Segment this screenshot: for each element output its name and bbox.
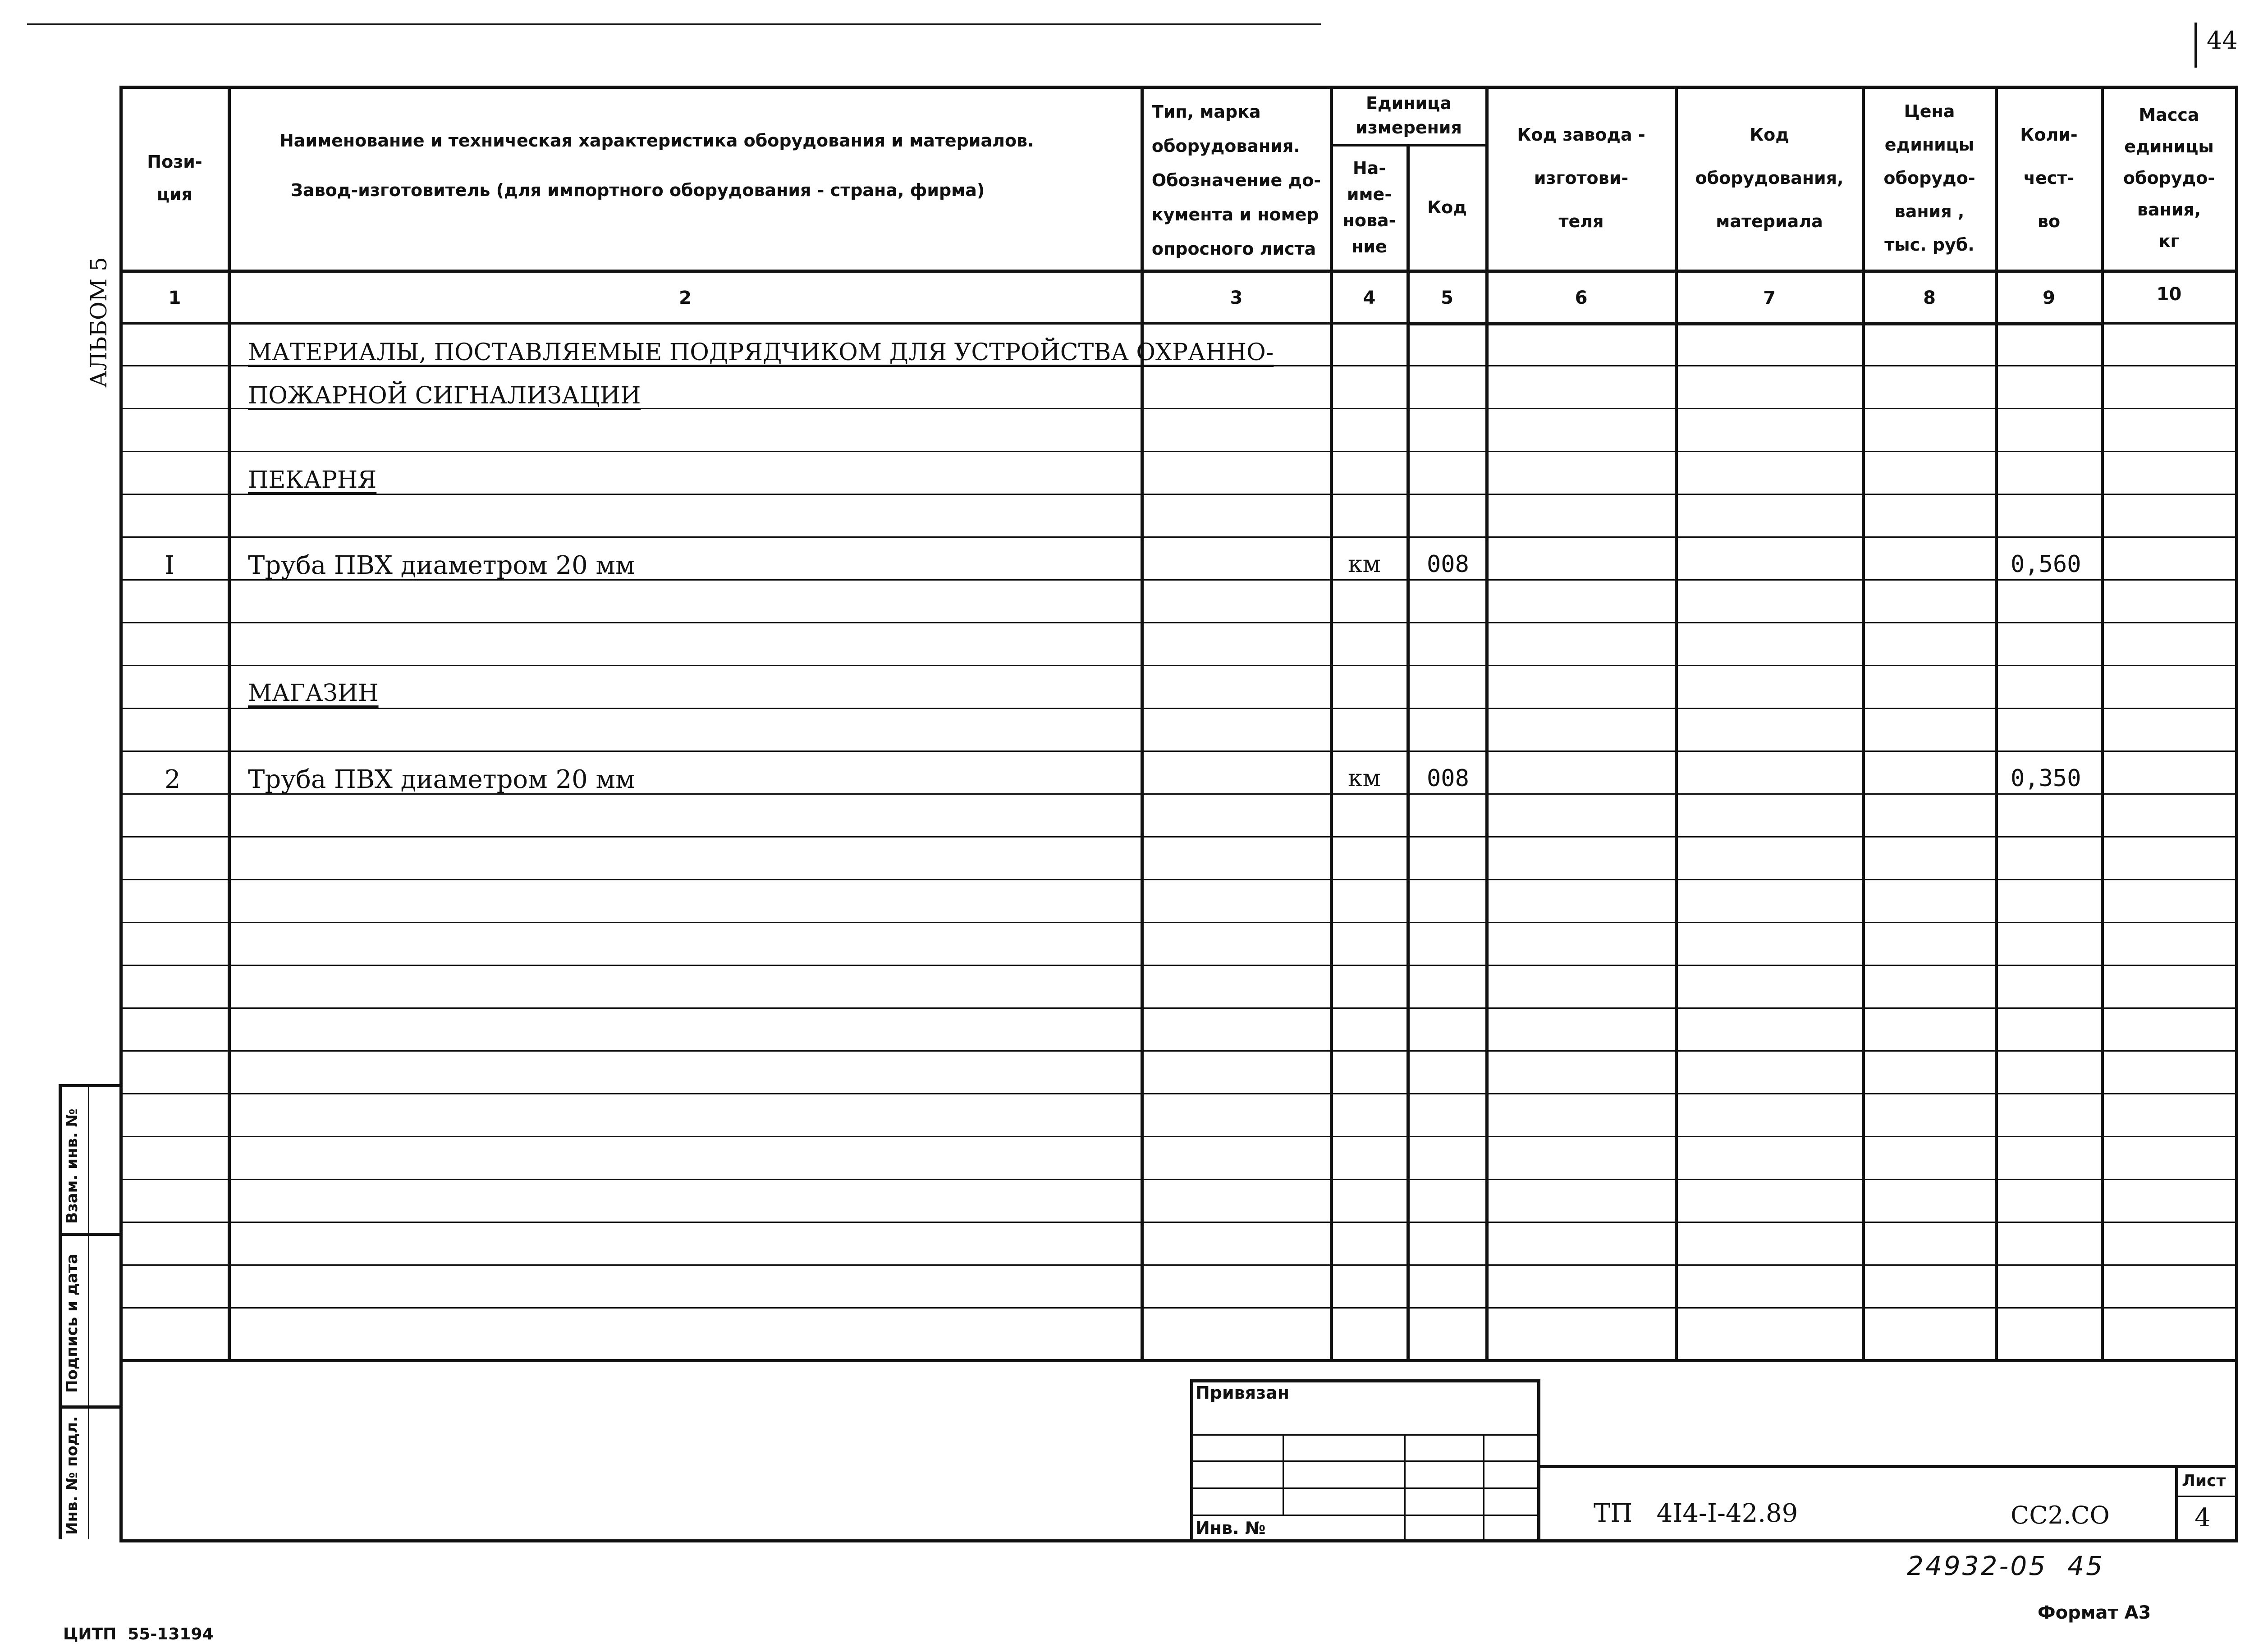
header-bottom <box>119 270 2238 273</box>
row-line <box>119 665 2238 666</box>
stamp-vline <box>1483 1434 1484 1539</box>
table-bottom <box>119 1539 2238 1542</box>
stamp-line <box>1190 1460 1539 1462</box>
stamp-line <box>1190 1487 1539 1489</box>
stamp-line <box>1190 1434 1539 1436</box>
col-sep-7 <box>1862 86 1865 1359</box>
stamp-sheet-number: 4 <box>2194 1503 2211 1533</box>
header-name-line2: Завод-изготовитель (для импортного оборудования - страна, фирма) <box>291 180 985 200</box>
row-unit: км <box>1348 765 1381 792</box>
stamp-vline <box>1283 1434 1284 1515</box>
col-number: 9 <box>2043 288 2055 308</box>
side-label-inv-podl: Инв. № подл. <box>63 1416 81 1535</box>
row-line <box>119 1307 2238 1309</box>
row-line <box>119 622 2238 623</box>
header-name-line1: Наименование и техническая характеристика оборудования и материалов. <box>279 131 1034 151</box>
row-line <box>119 1179 2238 1180</box>
stamp-top <box>1190 1379 1539 1382</box>
col-number: 5 <box>1441 288 1453 308</box>
album-label: АЛЬБОМ 5 <box>86 257 112 388</box>
side-strip-line <box>59 1405 122 1409</box>
subsection-title: МАГАЗИН <box>248 680 379 707</box>
row-line <box>119 922 2238 923</box>
col-number: 3 <box>1230 288 1243 308</box>
side-strip-left <box>59 1084 62 1539</box>
row-unit: км <box>1348 551 1381 578</box>
row-code: 008 <box>1427 765 1469 792</box>
col-sep-5 <box>1485 86 1489 1359</box>
top-rule <box>27 23 1321 25</box>
stamp-privyazan: Привязан <box>1196 1383 1290 1403</box>
stamp-designation: ТП 4I4-I-42.89 <box>1594 1499 1798 1528</box>
stamp-code: СС2.СО <box>2011 1501 2110 1529</box>
side-label-podpis: Подпись и дата <box>63 1254 81 1393</box>
row-line <box>119 536 2238 538</box>
body-bottom <box>119 1359 2238 1362</box>
col-number: 6 <box>1575 288 1588 308</box>
box-top <box>1406 322 2104 325</box>
stamp-left <box>1190 1379 1193 1541</box>
stamp-inv-no: Инв. № <box>1196 1518 1266 1538</box>
row-line <box>119 1007 2238 1009</box>
header-quantity: Коли- чест- во <box>2020 125 2078 231</box>
header-equipment-code: Код оборудования, материала <box>1695 125 1844 231</box>
header-price: Цена единицы оборудо- вания , тыс. руб. <box>1883 101 1975 255</box>
table-right <box>2235 86 2238 1541</box>
stamp-sheet-label: Лист <box>2182 1472 2226 1490</box>
col-number: 7 <box>1763 288 1776 308</box>
col-sep-1 <box>228 86 231 1359</box>
side-strip-top <box>59 1084 122 1087</box>
section-title: МАТЕРИАЛЫ, ПОСТАВЛЯЕМЫЕ ПОДРЯДЧИКОМ ДЛЯ УСТРОЙСТВА ОХРАННО- <box>248 339 1274 366</box>
header-type: Тип, марка оборудования. Обозначение до- кумента и номер опросного листа <box>1151 102 1321 259</box>
side-strip-mid <box>88 1084 89 1539</box>
side-label-vzam: Взам. инв. № <box>63 1108 81 1224</box>
row-quantity: 0,560 <box>2011 551 2081 578</box>
designation-top <box>1537 1465 2236 1468</box>
section-title: ПОЖАРНОЙ СИГНАЛИЗАЦИИ <box>248 382 641 409</box>
row-line <box>119 836 2238 837</box>
handwritten-number: 24932-05 45 <box>1907 1551 2104 1581</box>
header-position: Пози- ция <box>147 152 202 204</box>
col-sep-2 <box>1141 86 1144 1359</box>
col-sep-6 <box>1675 86 1678 1359</box>
row-line <box>119 750 2238 752</box>
col-sep-3 <box>1330 86 1333 1359</box>
col-number: 10 <box>2156 284 2182 305</box>
col-number: 4 <box>1363 288 1376 308</box>
header-manufacturer-code: Код завода - изготови- теля <box>1517 125 1645 231</box>
row-quantity: 0,350 <box>2011 765 2081 792</box>
col-number: 8 <box>1923 288 1936 308</box>
col-sep-8 <box>1995 86 1998 1359</box>
row-line <box>119 1136 2238 1137</box>
row-line <box>119 1050 2238 1052</box>
row-position: 2 <box>165 765 181 794</box>
stamp-line <box>1190 1515 1539 1516</box>
col-number: 2 <box>679 288 692 308</box>
subsection-title: ПЕКАРНЯ <box>248 467 377 494</box>
sheet-line <box>2175 1496 2236 1497</box>
col-number: 1 <box>168 288 181 308</box>
row-name: Труба ПВХ диаметром 20 мм <box>248 765 635 794</box>
row-position: I <box>165 551 175 580</box>
format-label: Формат А3 <box>2038 1602 2151 1623</box>
row-code: 008 <box>1427 551 1469 578</box>
bottom-code: ЦИТП 55-13194 <box>63 1625 214 1643</box>
stamp-right <box>1537 1379 1540 1541</box>
row-line <box>119 1093 2238 1094</box>
side-strip-line <box>59 1233 122 1236</box>
page-number: 44 <box>2207 26 2238 55</box>
row-line <box>119 879 2238 880</box>
sheet-divider <box>2175 1465 2178 1541</box>
row-line <box>119 1264 2238 1266</box>
header-mass: Масса единицы оборудо- вания, кг <box>2123 105 2215 251</box>
row-line <box>119 708 2238 709</box>
row-line <box>119 965 2238 966</box>
row-name: Труба ПВХ диаметром 20 мм <box>248 551 635 580</box>
header-unit-name: На- име- нова- ние <box>1342 158 1396 256</box>
stamp-vline <box>1404 1434 1406 1539</box>
page-number-divider <box>2194 23 2197 68</box>
col-sep-9 <box>2101 86 2104 1359</box>
row-line <box>119 451 2238 452</box>
row-line <box>119 494 2238 495</box>
row-line <box>119 1222 2238 1223</box>
header-unit-code: Код <box>1427 197 1467 217</box>
header-unit: Единица измерения <box>1356 93 1462 137</box>
